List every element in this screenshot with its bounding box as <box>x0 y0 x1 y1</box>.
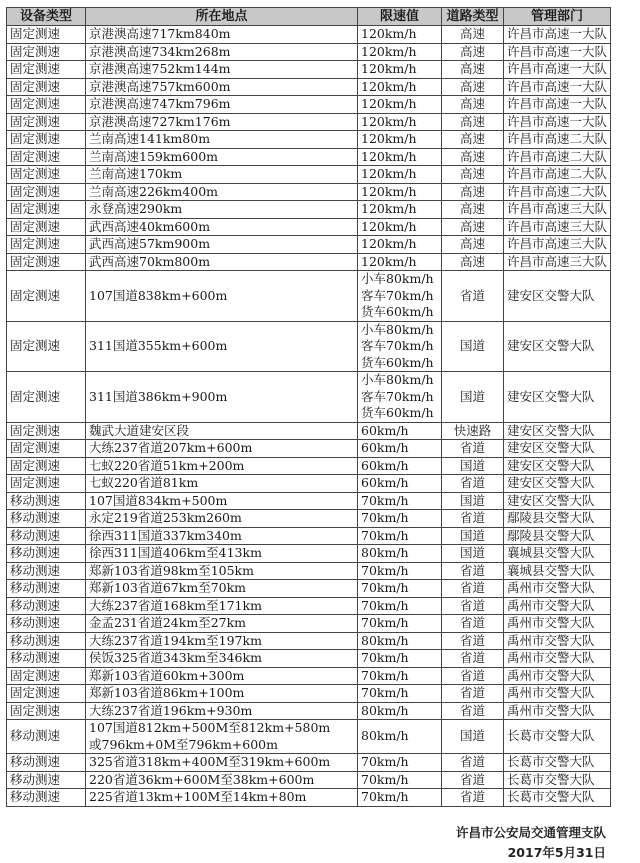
speed-limit-cell: 120km/h <box>358 96 442 114</box>
department-cell: 禹州市交警大队 <box>504 685 611 703</box>
header-department: 管理部门 <box>504 8 611 26</box>
department-cell: 禹州市交警大队 <box>504 615 611 633</box>
department-cell: 长葛市交警大队 <box>504 771 611 789</box>
speed-limit-cell <box>358 321 442 372</box>
speed-limit-cell: 70km/h <box>358 597 442 615</box>
location-cell: 大练237省道207km+600m <box>86 440 358 458</box>
speed-limit-cell: 60km/h <box>358 440 442 458</box>
table-row <box>7 632 611 650</box>
department-cell: 许昌市高速一大队 <box>504 96 611 114</box>
device-type-cell: 固定测速 <box>7 685 86 703</box>
location-cell: 武西高速70km800m <box>86 253 358 271</box>
speed-limit-cell-line: 客车70km/h <box>361 338 434 353</box>
device-type-cell: 固定测速 <box>7 61 86 79</box>
department-cell: 许昌市高速一大队 <box>504 26 611 44</box>
speed-limit-cell: 120km/h <box>358 113 442 131</box>
device-type-cell: 固定测速 <box>7 26 86 44</box>
speed-limit-cell: 80km/h <box>358 545 442 563</box>
device-type-cell: 固定测速 <box>7 43 86 61</box>
device-type-cell: 固定测速 <box>7 702 86 720</box>
location-cell: 京港澳高速752km144m <box>86 61 358 79</box>
device-type-cell: 移动测速 <box>7 615 86 633</box>
location-cell: 郑新103省道86km+100m <box>86 685 358 703</box>
road-type-cell: 高速 <box>442 96 504 114</box>
department-cell: 建安区交警大队 <box>504 457 611 475</box>
road-type-cell: 省道 <box>442 580 504 598</box>
road-type-cell: 国道 <box>442 372 504 423</box>
location-cell: 兰南高速141km80m <box>86 131 358 149</box>
location-cell: 武西高速40km600m <box>86 218 358 236</box>
road-type-cell: 高速 <box>442 148 504 166</box>
department-cell: 长葛市交警大队 <box>504 754 611 772</box>
road-type-cell: 省道 <box>442 789 504 807</box>
location-cell: 大练237省道194km至197km <box>86 632 358 650</box>
road-type-cell: 高速 <box>442 236 504 254</box>
table-row <box>7 545 611 563</box>
speed-limit-cell: 70km/h <box>358 527 442 545</box>
device-type-cell: 固定测速 <box>7 201 86 219</box>
speed-limit-cell: 70km/h <box>358 685 442 703</box>
location-cell: 325省道318km+400M至319km+600m <box>86 754 358 772</box>
device-type-cell: 固定测速 <box>7 253 86 271</box>
department-cell: 许昌市高速二大队 <box>504 131 611 149</box>
device-type-cell: 固定测速 <box>7 183 86 201</box>
location-cell: 107国道838km+600m <box>86 271 358 322</box>
table-row <box>7 61 611 79</box>
location-cell: 311国道386km+900m <box>86 372 358 423</box>
speed-limit-cell: 120km/h <box>358 61 442 79</box>
location-cell <box>86 720 358 754</box>
device-type-cell: 固定测速 <box>7 78 86 96</box>
speed-limit-cell: 120km/h <box>358 236 442 254</box>
table-row <box>7 96 611 114</box>
speed-limit-cell <box>358 271 442 322</box>
road-type-cell: 高速 <box>442 61 504 79</box>
device-type-cell: 固定测速 <box>7 422 86 440</box>
device-type-cell: 移动测速 <box>7 492 86 510</box>
device-type-cell: 固定测速 <box>7 148 86 166</box>
speed-limit-cell: 70km/h <box>358 771 442 789</box>
road-type-cell: 省道 <box>442 650 504 668</box>
speed-limit-cell: 120km/h <box>358 201 442 219</box>
department-cell: 建安区交警大队 <box>504 440 611 458</box>
table-row <box>7 650 611 668</box>
device-type-cell: 固定测速 <box>7 440 86 458</box>
department-cell: 许昌市高速三大队 <box>504 253 611 271</box>
department-cell: 许昌市高速一大队 <box>504 113 611 131</box>
speed-limit-cell: 60km/h <box>358 457 442 475</box>
speed-limit-cell-line: 小车80km/h <box>361 271 434 286</box>
speed-limit-cell: 120km/h <box>358 78 442 96</box>
device-type-cell: 固定测速 <box>7 457 86 475</box>
department-cell: 建安区交警大队 <box>504 271 611 322</box>
issue-date: 2017年5月31日 <box>507 845 606 860</box>
department-cell: 建安区交警大队 <box>504 475 611 493</box>
location-cell: 永定219省道253km260m <box>86 510 358 528</box>
speed-camera-table <box>6 7 611 807</box>
department-cell: 许昌市高速二大队 <box>504 183 611 201</box>
speed-limit-cell: 70km/h <box>358 510 442 528</box>
department-cell: 禹州市交警大队 <box>504 597 611 615</box>
device-type-cell: 移动测速 <box>7 580 86 598</box>
table-row <box>7 492 611 510</box>
department-cell: 许昌市高速一大队 <box>504 78 611 96</box>
table-row <box>7 113 611 131</box>
table-row <box>7 771 611 789</box>
location-cell-line: 或796km+0M至796km+600m <box>89 736 278 752</box>
road-type-cell: 省道 <box>442 597 504 615</box>
table-row <box>7 457 611 475</box>
speed-limit-cell: 120km/h <box>358 131 442 149</box>
table-row <box>7 754 611 772</box>
road-type-cell: 国道 <box>442 527 504 545</box>
department-cell: 许昌市高速二大队 <box>504 166 611 184</box>
road-type-cell: 省道 <box>442 271 504 322</box>
speed-limit-cell: 60km/h <box>358 475 442 493</box>
road-type-cell: 高速 <box>442 113 504 131</box>
table-row <box>7 685 611 703</box>
department-cell: 鄢陵县交警大队 <box>504 527 611 545</box>
road-type-cell: 国道 <box>442 545 504 563</box>
road-type-cell: 省道 <box>442 510 504 528</box>
location-cell: 大练237省道196km+930m <box>86 702 358 720</box>
speed-limit-cell: 60km/h <box>358 422 442 440</box>
department-cell: 许昌市高速二大队 <box>504 148 611 166</box>
table-row <box>7 372 611 423</box>
table-row <box>7 253 611 271</box>
speed-limit-cell-line: 小车80km/h <box>361 321 434 337</box>
location-cell: 兰南高速159km600m <box>86 148 358 166</box>
road-type-cell: 省道 <box>442 754 504 772</box>
device-type-cell: 固定测速 <box>7 475 86 493</box>
road-type-cell: 国道 <box>442 720 504 754</box>
road-type-cell: 高速 <box>442 131 504 149</box>
table-row <box>7 580 611 598</box>
table-row <box>7 527 611 545</box>
table-header-row <box>7 8 611 26</box>
location-cell: 魏武大道建安区段 <box>86 422 358 440</box>
device-type-cell: 固定测速 <box>7 218 86 236</box>
department-cell: 鄢陵县交警大队 <box>504 510 611 528</box>
device-type-cell: 固定测速 <box>7 166 86 184</box>
department-cell: 禹州市交警大队 <box>504 632 611 650</box>
location-cell: 107国道834km+500m <box>86 492 358 510</box>
location-cell: 京港澳高速747km796m <box>86 96 358 114</box>
device-type-cell: 移动测速 <box>7 771 86 789</box>
device-type-cell: 固定测速 <box>7 667 86 685</box>
device-type-cell: 固定测速 <box>7 271 86 322</box>
header-location: 所在地点 <box>86 8 358 26</box>
road-type-cell: 省道 <box>442 562 504 580</box>
department-cell: 襄城县交警大队 <box>504 562 611 580</box>
speed-limit-cell: 120km/h <box>358 166 442 184</box>
table-row <box>7 201 611 219</box>
location-cell: 311国道355km+600m <box>86 321 358 372</box>
location-cell: 京港澳高速757km600m <box>86 78 358 96</box>
department-cell: 许昌市高速三大队 <box>504 201 611 219</box>
table-row <box>7 475 611 493</box>
department-cell: 建安区交警大队 <box>504 422 611 440</box>
department-cell: 许昌市高速一大队 <box>504 43 611 61</box>
department-cell: 禹州市交警大队 <box>504 667 611 685</box>
table-row <box>7 131 611 149</box>
location-cell: 郑新103省道60km+300m <box>86 667 358 685</box>
road-type-cell: 国道 <box>442 457 504 475</box>
department-cell: 建安区交警大队 <box>504 372 611 423</box>
road-type-cell: 高速 <box>442 183 504 201</box>
location-cell: 郑新103省道67km至70km <box>86 580 358 598</box>
location-cell: 225省道13km+100M至14km+80m <box>86 789 358 807</box>
location-cell: 兰南高速226km400m <box>86 183 358 201</box>
road-type-cell: 省道 <box>442 632 504 650</box>
speed-limit-cell: 70km/h <box>358 615 442 633</box>
department-cell: 禹州市交警大队 <box>504 650 611 668</box>
speed-limit-cell: 80km/h <box>358 702 442 720</box>
speed-limit-cell: 120km/h <box>358 183 442 201</box>
department-cell: 建安区交警大队 <box>504 321 611 372</box>
speed-limit-cell: 120km/h <box>358 148 442 166</box>
speed-limit-cell: 70km/h <box>358 492 442 510</box>
device-type-cell: 移动测速 <box>7 720 86 754</box>
location-cell: 徐西311国道337km340m <box>86 527 358 545</box>
device-type-cell: 固定测速 <box>7 372 86 423</box>
location-cell: 徐西311国道406km至413km <box>86 545 358 563</box>
device-type-cell: 移动测速 <box>7 527 86 545</box>
speed-limit-cell-line: 货车60km/h <box>361 304 434 319</box>
speed-limit-cell: 70km/h <box>358 650 442 668</box>
location-cell: 永登高速290km <box>86 201 358 219</box>
department-cell: 长葛市交警大队 <box>504 789 611 807</box>
road-type-cell: 省道 <box>442 667 504 685</box>
table-row <box>7 26 611 44</box>
road-type-cell: 快速路 <box>442 422 504 440</box>
speed-limit-cell: 70km/h <box>358 754 442 772</box>
speed-limit-cell-line: 80km/h <box>361 728 409 744</box>
device-type-cell: 移动测速 <box>7 597 86 615</box>
road-type-cell: 高速 <box>442 253 504 271</box>
table-row <box>7 562 611 580</box>
department-cell: 长葛市交警大队 <box>504 720 611 754</box>
road-type-cell: 国道 <box>442 321 504 372</box>
department-cell: 许昌市高速一大队 <box>504 61 611 79</box>
table-row <box>7 702 611 720</box>
device-type-cell: 固定测速 <box>7 131 86 149</box>
road-type-cell: 省道 <box>442 702 504 720</box>
table-row <box>7 422 611 440</box>
speed-limit-cell-line: 客车70km/h <box>361 287 434 303</box>
speed-limit-cell: 120km/h <box>358 26 442 44</box>
table-row <box>7 43 611 61</box>
speed-limit-cell: 120km/h <box>358 253 442 271</box>
department-cell: 许昌市高速三大队 <box>504 218 611 236</box>
road-type-cell: 高速 <box>442 43 504 61</box>
table-row <box>7 321 611 372</box>
road-type-cell: 高速 <box>442 78 504 96</box>
device-type-cell: 固定测速 <box>7 321 86 372</box>
road-type-cell: 国道 <box>442 492 504 510</box>
speed-limit-cell-line: 货车60km/h <box>361 354 434 370</box>
road-type-cell: 省道 <box>442 475 504 493</box>
table-body <box>7 26 611 807</box>
table-row <box>7 667 611 685</box>
device-type-cell: 移动测速 <box>7 562 86 580</box>
table-row <box>7 218 611 236</box>
device-type-cell: 移动测速 <box>7 650 86 668</box>
department-cell: 许昌市高速三大队 <box>504 236 611 254</box>
speed-limit-cell <box>358 372 442 423</box>
speed-limit-cell: 120km/h <box>358 43 442 61</box>
road-type-cell: 省道 <box>442 771 504 789</box>
table-row <box>7 183 611 201</box>
speed-limit-cell: 70km/h <box>358 789 442 807</box>
device-type-cell: 移动测速 <box>7 754 86 772</box>
location-cell-line: 107国道812km+500M至812km+580m <box>89 720 331 735</box>
location-cell: 七蚁220省道81km <box>86 475 358 493</box>
table-row <box>7 166 611 184</box>
table-row <box>7 148 611 166</box>
table-row <box>7 615 611 633</box>
device-type-cell: 移动测速 <box>7 789 86 807</box>
table-row <box>7 789 611 807</box>
department-cell: 建安区交警大队 <box>504 492 611 510</box>
device-type-cell: 固定测速 <box>7 236 86 254</box>
department-cell: 禹州市交警大队 <box>504 702 611 720</box>
table-row <box>7 236 611 254</box>
location-cell: 兰南高速170km <box>86 166 358 184</box>
speed-limit-cell: 80km/h <box>358 632 442 650</box>
road-type-cell: 高速 <box>442 218 504 236</box>
device-type-cell: 固定测速 <box>7 96 86 114</box>
table-row <box>7 271 611 322</box>
speed-limit-cell-line: 客车70km/h <box>361 388 434 404</box>
location-cell: 武西高速57km900m <box>86 236 358 254</box>
header-speed-limit: 限速值 <box>358 8 442 26</box>
road-type-cell: 省道 <box>442 685 504 703</box>
department-cell: 襄城县交警大队 <box>504 545 611 563</box>
speed-limit-cell <box>358 720 442 754</box>
speed-limit-cell: 120km/h <box>358 218 442 236</box>
road-type-cell: 高速 <box>442 201 504 219</box>
speed-limit-cell: 70km/h <box>358 667 442 685</box>
table-row <box>7 510 611 528</box>
speed-limit-cell: 70km/h <box>358 562 442 580</box>
road-type-cell: 高速 <box>442 26 504 44</box>
table-row <box>7 440 611 458</box>
device-type-cell: 移动测速 <box>7 545 86 563</box>
device-type-cell: 固定测速 <box>7 113 86 131</box>
speed-limit-cell: 70km/h <box>358 580 442 598</box>
road-type-cell: 高速 <box>442 166 504 184</box>
device-type-cell: 移动测速 <box>7 632 86 650</box>
location-cell: 220省道36km+600M至38km+600m <box>86 771 358 789</box>
location-cell: 金孟231省道24km至27km <box>86 615 358 633</box>
issuing-organization: 许昌市公安局交通管理支队 <box>455 825 606 840</box>
department-cell: 禹州市交警大队 <box>504 580 611 598</box>
location-cell: 郑新103省道98km至105km <box>86 562 358 580</box>
road-type-cell: 省道 <box>442 440 504 458</box>
location-cell: 京港澳高速734km268m <box>86 43 358 61</box>
table-row <box>7 78 611 96</box>
header-device-type: 设备类型 <box>7 8 86 26</box>
table-row <box>7 597 611 615</box>
speed-limit-cell-line: 小车80km/h <box>361 372 434 387</box>
location-cell: 京港澳高速717km840m <box>86 26 358 44</box>
table-row <box>7 720 611 754</box>
location-cell: 大练237省道168km至171km <box>86 597 358 615</box>
location-cell: 七蚁220省道51km+200m <box>86 457 358 475</box>
header-road-type: 道路类型 <box>442 8 504 26</box>
speed-limit-cell-line: 货车60km/h <box>361 405 434 420</box>
device-type-cell: 移动测速 <box>7 510 86 528</box>
road-type-cell: 省道 <box>442 615 504 633</box>
location-cell: 京港澳高速727km176m <box>86 113 358 131</box>
location-cell: 侯饭325省道343km至346km <box>86 650 358 668</box>
